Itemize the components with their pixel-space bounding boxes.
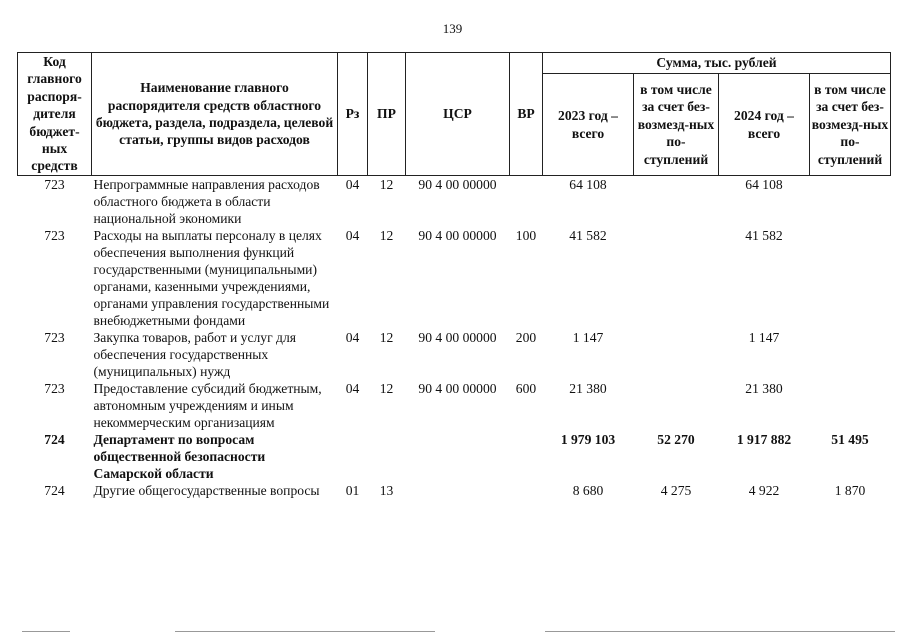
row-pr: 13 [379, 482, 394, 498]
row-csr: 90 4 00 00000 [418, 380, 497, 396]
header-2024-free: в том числе за счет без-возмезд-ных по-ступлений [810, 74, 891, 176]
row-pr: 12 [379, 227, 394, 243]
row-rz: 04 [345, 227, 360, 243]
header-rz: Рз [338, 53, 368, 176]
header-csr: ЦСР [406, 53, 510, 176]
row-rz: 04 [345, 176, 360, 192]
row-2024-free: 51 495 [831, 431, 869, 447]
row-vr: 600 [515, 380, 537, 396]
row-2024-total: 41 582 [745, 227, 783, 243]
row-2023-total: 1 979 103 [560, 431, 616, 447]
row-rz: 04 [345, 380, 360, 396]
table-row [18, 380, 891, 431]
header-2024-total: 2024 год – всего [719, 74, 810, 176]
row-code: 724 [44, 482, 65, 498]
header-vr: ВР [510, 53, 543, 176]
row-code: 724 [44, 431, 65, 447]
row-2024-total: 1 147 [748, 329, 780, 345]
row-pr: 12 [379, 176, 394, 192]
row-vr: 200 [515, 329, 537, 345]
row-vr: 100 [515, 227, 537, 243]
row-csr: 90 4 00 00000 [418, 329, 497, 345]
row-pr: 12 [379, 329, 394, 345]
row-2023-free: 4 275 [660, 482, 692, 498]
row-name: Расходы на выплаты персоналу в целях обеспечения выполнения функций государственными (муниципальными) органами, казенными учреждениями, органами управления государственными внебюджетными фондами [93, 227, 330, 328]
row-2023-free: 52 270 [657, 431, 695, 447]
row-name: Департамент по вопросам общественной безопасности Самарской области [93, 431, 266, 481]
row-pr [368, 431, 406, 482]
table-body [18, 175, 891, 499]
scan-artifact [545, 631, 895, 632]
row-csr: 90 4 00 00000 [418, 227, 497, 243]
row-pr: 12 [379, 380, 394, 396]
row-2023-total: 64 108 [569, 176, 607, 192]
row-2023-free [634, 380, 719, 431]
row-2023-free [634, 227, 719, 329]
row-name: Предоставление субсидий бюджетным, автономным учреждениям и иным некоммерческим организациям [93, 380, 322, 430]
row-csr [406, 431, 510, 482]
page-number: 139 [442, 21, 463, 36]
row-2024-total: 64 108 [745, 176, 783, 192]
header-name: Наименование главного распорядителя средств областного бюджета, раздела, подраздела, целевой статьи, группы видов расходов [92, 53, 338, 176]
row-2024-total: 21 380 [745, 380, 783, 396]
header-2023-free: в том числе за счет без-возмезд-ных по-ступлений [634, 74, 719, 176]
row-csr [406, 482, 510, 499]
row-2024-total: 1 917 882 [736, 431, 792, 447]
row-2023-total: 41 582 [569, 227, 607, 243]
row-name: Закупка товаров, работ и услуг для обеспечения государственных (муниципальных) нужд [93, 329, 297, 379]
header-2023-total: 2023 год – всего [543, 74, 634, 176]
table-row [18, 482, 891, 499]
row-vr [510, 482, 543, 499]
row-2024-free [810, 329, 891, 380]
row-2024-total: 4 922 [748, 482, 780, 498]
budget-table [17, 52, 891, 499]
row-name: Другие общегосударственные вопросы [93, 482, 320, 498]
row-rz: 04 [345, 329, 360, 345]
row-vr [510, 431, 543, 482]
row-2024-free [810, 380, 891, 431]
row-2023-total: 1 147 [572, 329, 604, 345]
row-2024-free [810, 227, 891, 329]
row-2024-free [810, 175, 891, 227]
row-2023-total: 21 380 [569, 380, 607, 396]
row-csr: 90 4 00 00000 [418, 176, 497, 192]
table-row [18, 175, 891, 227]
row-2023-free [634, 175, 719, 227]
row-code: 723 [44, 227, 65, 243]
scan-artifact [22, 631, 70, 632]
row-code: 723 [44, 380, 65, 396]
row-rz [338, 431, 368, 482]
header-pr: ПР [368, 53, 406, 176]
row-2024-free: 1 870 [834, 482, 866, 498]
header-sum: Сумма, тыс. рублей [543, 53, 891, 74]
table-row [18, 227, 891, 329]
scan-artifact [175, 631, 435, 632]
row-code: 723 [44, 176, 65, 192]
header-code: Код главного распоря-дителя бюджет-ных средств [18, 53, 92, 176]
row-vr [510, 175, 543, 227]
row-rz: 01 [345, 482, 360, 498]
table-row [18, 329, 891, 380]
row-2023-free [634, 329, 719, 380]
table-header [18, 53, 891, 176]
row-2023-total: 8 680 [572, 482, 604, 498]
row-name: Непрограммные направления расходов областного бюджета в области национальной экономики [93, 176, 320, 226]
row-code: 723 [44, 329, 65, 345]
table-row [18, 431, 891, 482]
